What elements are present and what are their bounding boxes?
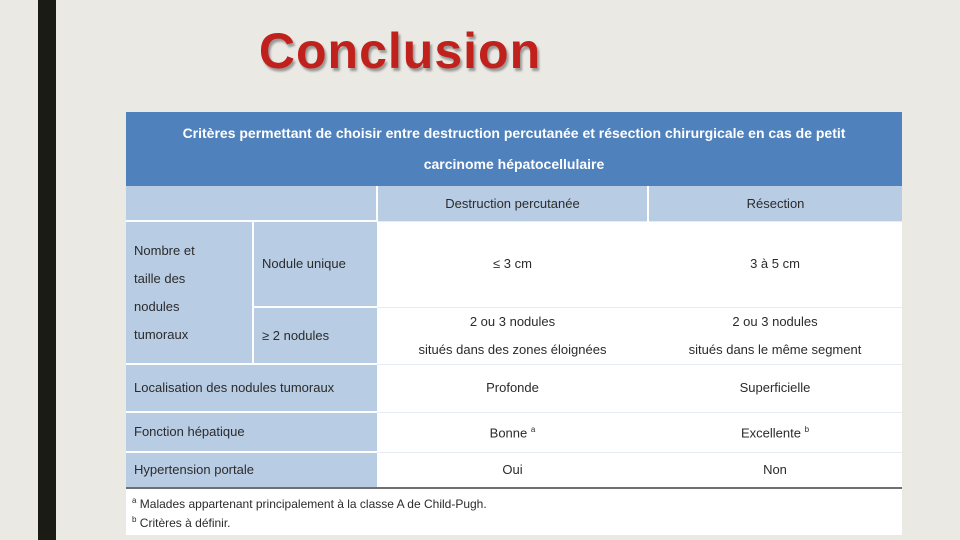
row-label-fonction: Fonction hépatique [126,412,377,452]
cell-value: Bonne [489,425,528,441]
group-label-line: tumoraux [134,326,189,342]
footnote-text: Malades appartenant principalement à la classe A de Child-Pugh. [139,497,487,511]
cell-line: situés dans des zones éloignées [418,341,607,357]
footnote-mark: b [132,515,137,524]
row-label-hypertension: Hypertension portale [126,452,377,488]
cell-line: 2 ou 3 nodules [732,313,818,329]
cell-resection-localisation: Superficielle [648,364,902,412]
left-accent-bar [38,0,56,540]
col-header-resection: Résection [648,186,902,221]
footnote-mark: b [804,425,810,435]
group-label-line: nodules [134,298,180,314]
cell-value: Excellente [740,425,801,441]
row-label-nodule-unique: Nodule unique [253,221,377,307]
cell-resection-2-nodules [648,307,902,364]
cell-resection-nodule-unique: 3 à 5 cm [648,221,902,307]
cell-percutanee-nodule-unique: ≤ 3 cm [377,221,648,307]
empty-header-cell [126,186,377,221]
footnote-b [132,512,896,531]
cell-line: 2 ou 3 nodules [469,313,556,329]
table-caption-line2: carcinome hépatocellulaire [423,156,605,172]
group-label-line: taille des [134,270,186,286]
group-label-line: Nombre et [134,242,195,258]
footnote-text: Critères à définir. [139,516,231,530]
row-label-localisation: Localisation des nodules tumoraux [126,364,377,412]
footnote-mark: a [530,425,536,435]
footnote-a [132,493,896,512]
table-caption [126,112,902,186]
col-header-percutanee: Destruction percutanée [377,186,648,221]
group-label-nombre-taille [126,221,253,364]
cell-resection-hypertension: Non [648,452,902,488]
table-footnotes [126,488,902,535]
cell-line: situés dans le même segment [688,341,862,357]
cell-resection-fonction [648,412,902,452]
cell-percutanee-localisation: Profonde [377,364,648,412]
row-label-2-nodules: ≥ 2 nodules [253,307,377,364]
slide-title: Conclusion [258,23,542,79]
criteria-table [126,112,902,530]
footnote-mark: a [132,496,137,505]
cell-percutanee-hypertension: Oui [377,452,648,488]
cell-percutanee-2-nodules [377,307,648,364]
table-caption-line1: Critères permettant de choisir entre destruction percutanée et résection chirurgicale en cas de petit [182,125,846,141]
cell-percutanee-fonction [377,412,648,452]
